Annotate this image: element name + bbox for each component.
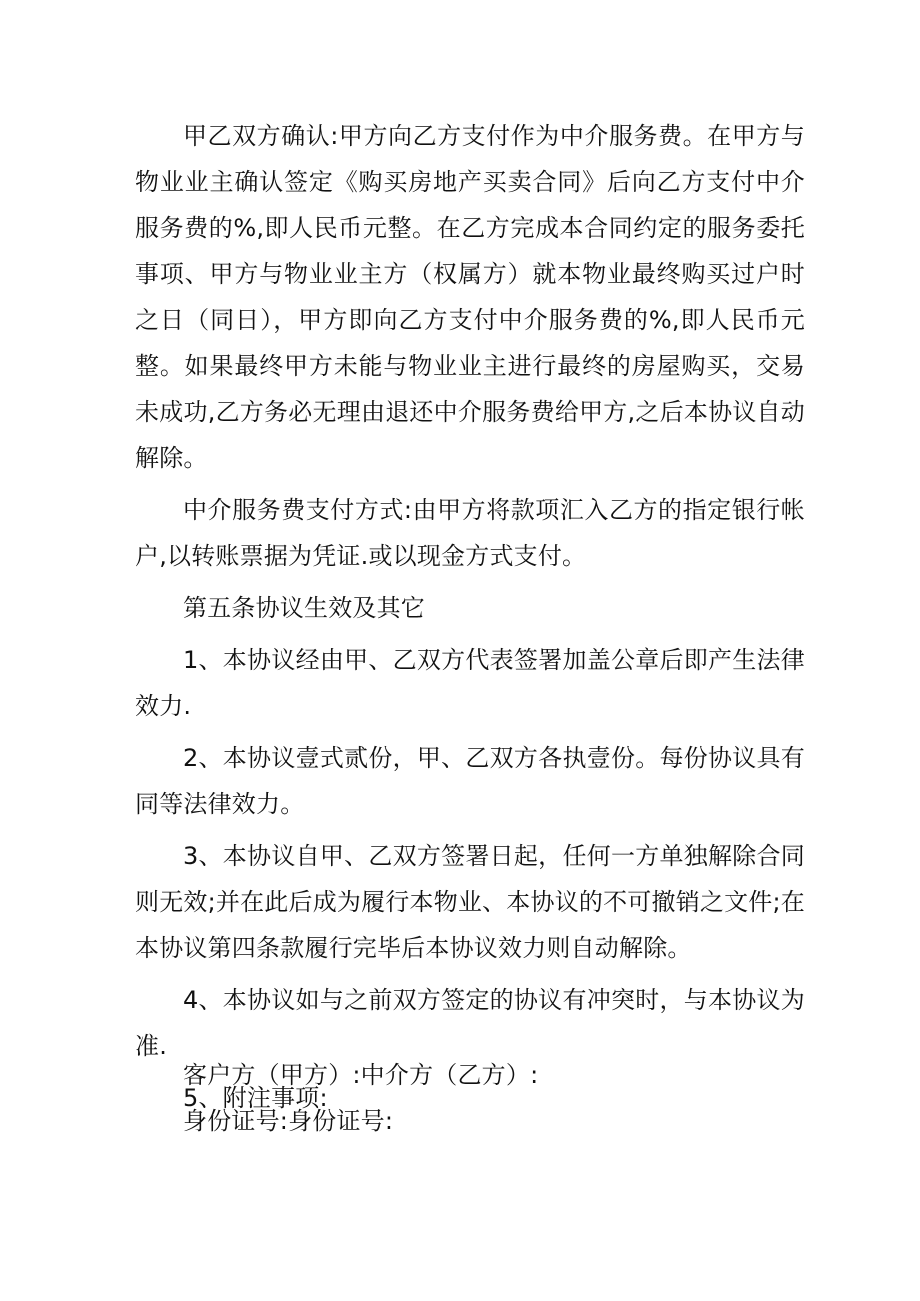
parties-line: 客户方（甲方）:中介方（乙方）: xyxy=(183,1061,539,1089)
paragraph-service-fee: 甲乙双方确认:甲方向乙方支付作为中介服务费。在甲方与物业业主确认签定《购买房地产买卖合同》后向乙方支付中介服务费的%,即人民币元整。在乙方完成本合同约定的服务委托事项、甲方与物业业主方（权属方）就本物业最终购买过户时之日（同日），甲方即向乙方支付中介服务费的%,即人民币元整。如果最终甲方未能与物业业主进行最终的房屋购买，交易未成功,乙方务必无理由退还中介服务费给甲方,之后本协议自动解除。 xyxy=(135,122,805,472)
agreement-body xyxy=(135,113,805,1127)
paragraph-clause-4: 4、本协议如与之前双方签定的协议有冲突时，与本协议为准. xyxy=(135,986,805,1060)
paragraph-clause-3: 3、本协议自甲、乙双方签署日起，任何一方单独解除合同则无效;并在此后成为履行本物业、本协议的不可撤销之文件;在本协议第四条款履行完毕后本协议效力则自动解除。 xyxy=(135,842,805,962)
signature-block xyxy=(183,1052,783,1144)
id-number-line: 身份证号:身份证号: xyxy=(183,1107,394,1135)
paragraph-clause-2: 2、本协议壹式贰份，甲、乙双方各执壹份。每份协议具有同等法律效力。 xyxy=(135,744,805,818)
paragraph-clause-1: 1、本协议经由甲、乙双方代表签署加盖公章后即产生法律效力. xyxy=(135,646,805,720)
paragraph-payment-method: 中介服务费支付方式:由甲方将款项汇入乙方的指定银行帐户,以转账票据为凭证.或以现金方式支付。 xyxy=(135,496,805,570)
paragraph-article-five-heading: 第五条协议生效及其它 xyxy=(183,594,425,622)
paragraph-clause-5: 5、附注事项: xyxy=(183,1084,328,1112)
